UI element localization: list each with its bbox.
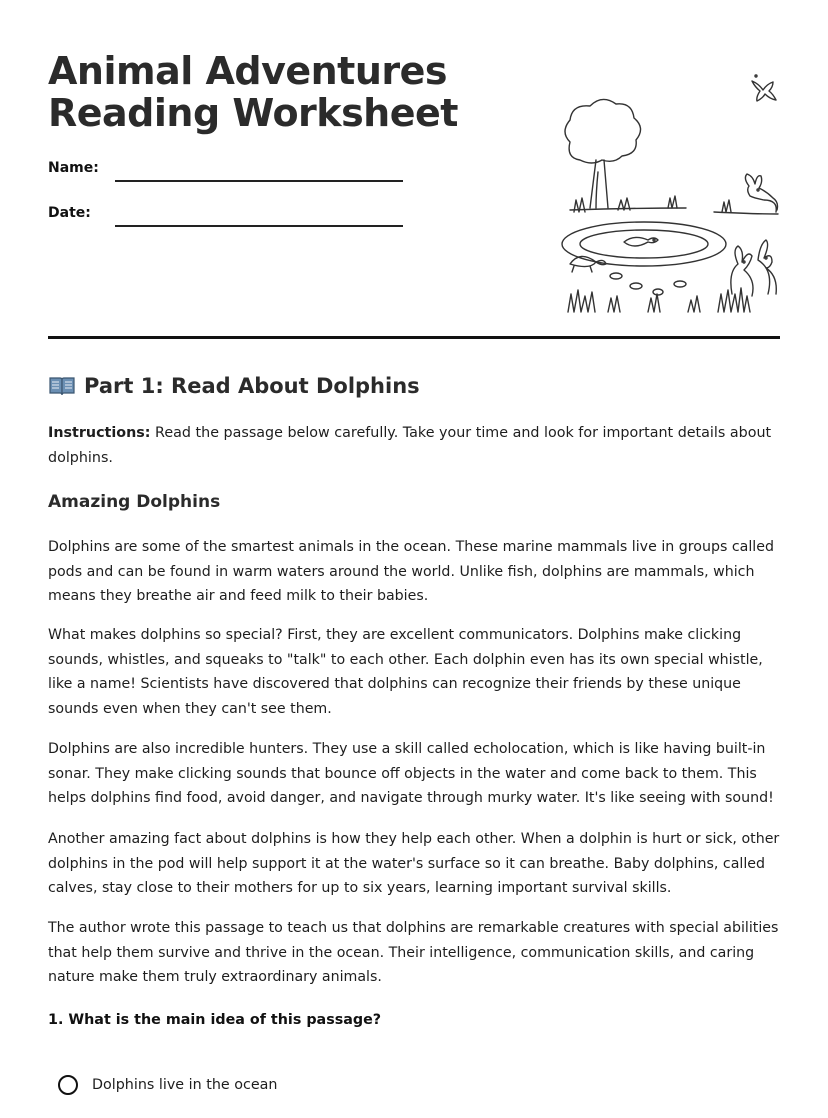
- animal-scene-illustration: [518, 62, 780, 320]
- name-label: Name:: [48, 160, 99, 176]
- passage-paragraph: Dolphins are also incredible hunters. They use a skill called echolocation, which is like having built-in sonar. They make clicking sounds that bounce off objects in the water and come back to them. This helps dolphins find food, avoid danger, and navigate through murky water. It's like seeing with sound!: [48, 741, 774, 807]
- answer-option[interactable]: [58, 1075, 277, 1095]
- question-1: 1. What is the main idea of this passage?: [48, 1012, 382, 1028]
- name-field[interactable]: [115, 180, 403, 182]
- date-label: Date:: [48, 205, 91, 221]
- bird-icon: [752, 75, 776, 101]
- section-heading-text: Part 1: Read About Dolphins: [84, 374, 420, 398]
- header-divider: [48, 336, 780, 339]
- open-book-icon: [48, 375, 76, 397]
- date-field[interactable]: [115, 225, 403, 227]
- radio-button[interactable]: [58, 1075, 78, 1095]
- tree-icon: [565, 99, 641, 208]
- answer-option-label: Dolphins live in the ocean: [92, 1077, 278, 1093]
- worksheet-title: Animal Adventures Reading Worksheet: [48, 49, 458, 135]
- instructions-text: Read the passage below carefully. Take your time and look for important details about dolphins.: [48, 425, 772, 466]
- instructions-label: Instructions:: [48, 425, 151, 441]
- passage-paragraph: What makes dolphins so special? First, they are excellent communicators. Dolphins make clicking sounds, whistles, and squeaks to "talk" to each other. Each dolphin even has its own special whistle, like a name! Scientists have discovered that dolphins can recognize their friends by these unique sounds even when they can't see them.: [48, 627, 763, 717]
- passage-paragraph: The author wrote this passage to teach us that dolphins are remarkable creatures with special abilities that help them survive and thrive in the ocean. Their intelligence, communication skills, and caring nature make them truly extraordinary animals.: [48, 920, 779, 986]
- passage-title: Amazing Dolphins: [48, 492, 221, 512]
- rabbit-icon: [745, 174, 777, 212]
- instructions: [48, 421, 780, 471]
- passage-paragraph: Another amazing fact about dolphins is how they help each other. When a dolphin is hurt or sick, other dolphins in the pod will help support it at the water's surface so it can breathe. Baby dolphins, called calves, stay close to their mothers for up to six years, learning important survival skills.: [48, 831, 780, 897]
- rabbits-icon: [731, 240, 776, 296]
- pond-icon: [562, 222, 726, 266]
- section-heading: [48, 374, 420, 398]
- turtle-icon: [570, 256, 606, 272]
- passage-paragraph: Dolphins are some of the smartest animals in the ocean. These marine mammals live in groups called pods and can be found in warm waters around the world. Unlike fish, dolphins are mammals, which means they breathe air and feed milk to their babies.: [48, 539, 774, 605]
